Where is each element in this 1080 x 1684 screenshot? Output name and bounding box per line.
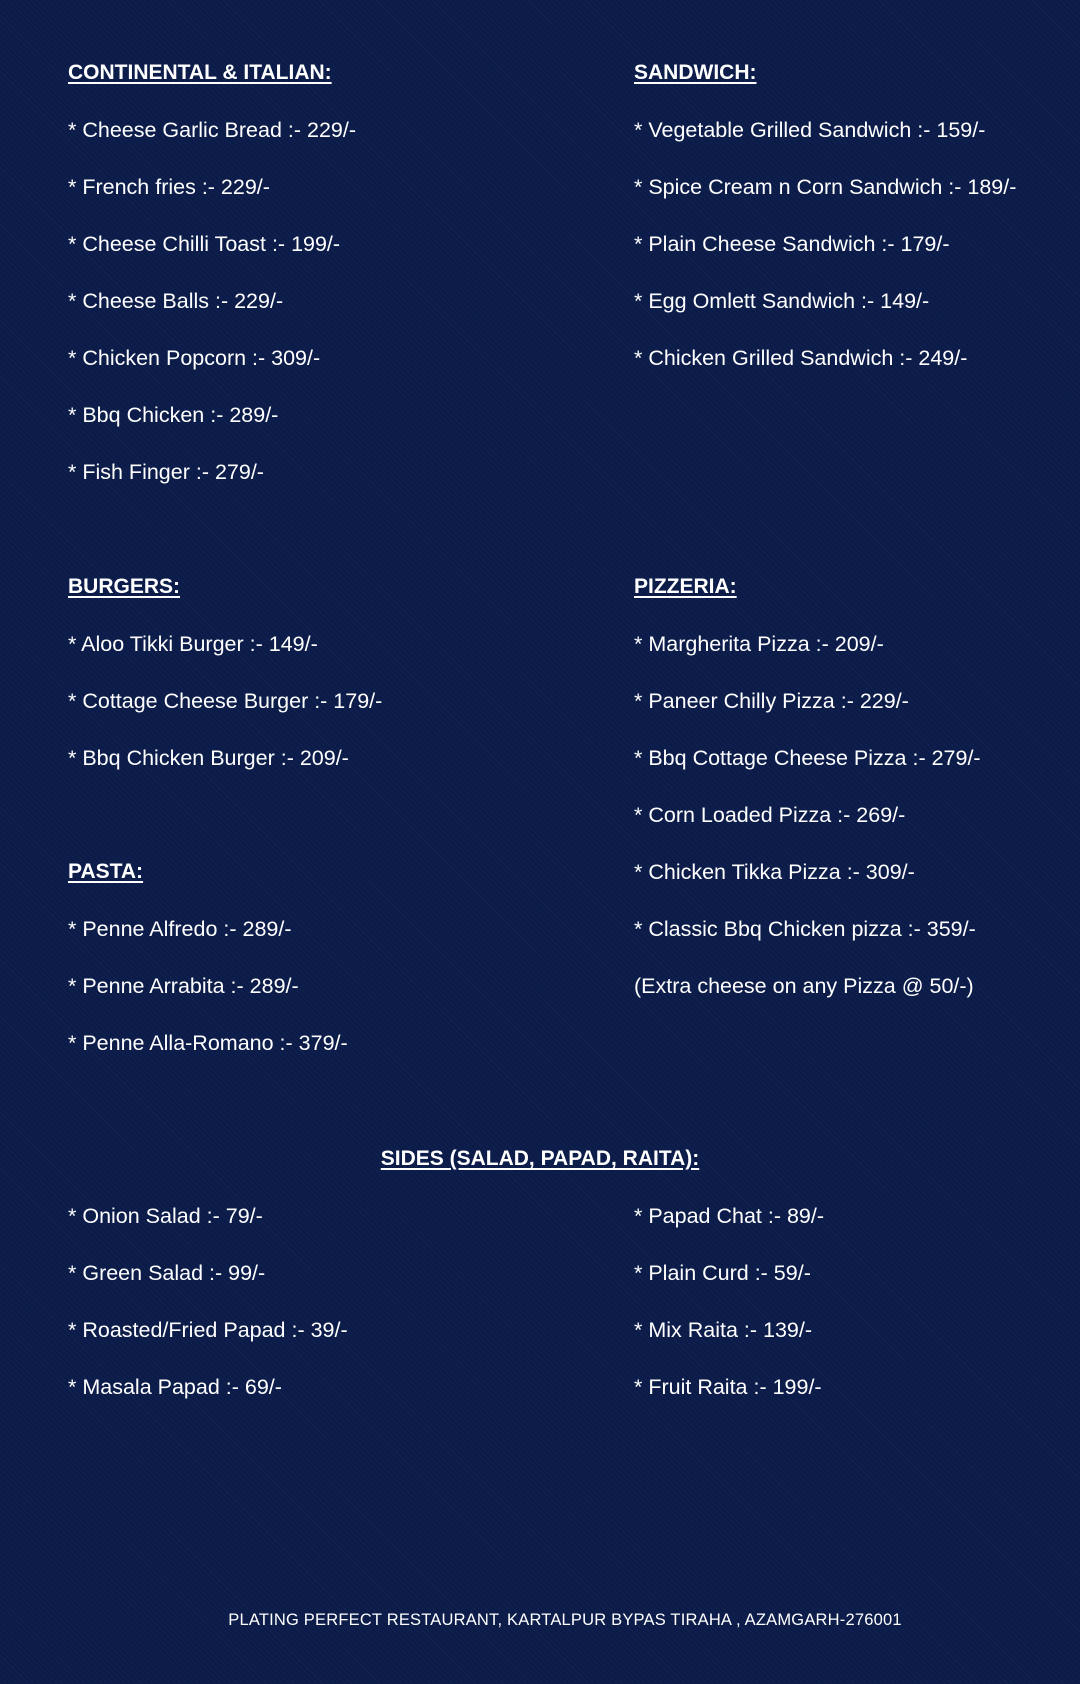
menu-item: * Chicken Popcorn :- 309/- xyxy=(68,346,321,370)
continental-heading: CONTINENTAL & ITALIAN: xyxy=(68,61,332,84)
menu-item: * Masala Papad :- 69/- xyxy=(68,1375,282,1399)
menu-item: * Mix Raita :- 139/- xyxy=(634,1318,813,1342)
extra-cheese-note: (Extra cheese on any Pizza @ 50/-) xyxy=(634,974,974,998)
menu-item: * Corn Loaded Pizza :- 269/- xyxy=(634,803,906,827)
menu-item: * Bbq Chicken :- 289/- xyxy=(68,403,279,427)
continental-section xyxy=(68,61,356,517)
menu-item: * Chicken Tikka Pizza :- 309/- xyxy=(634,860,915,884)
menu-item: * Onion Salad :- 79/- xyxy=(68,1204,263,1228)
pizzeria-section xyxy=(634,575,981,998)
sandwich-section xyxy=(634,61,1016,403)
menu-item: * Vegetable Grilled Sandwich :- 159/- xyxy=(634,118,986,142)
pizzeria-heading: PIZZERIA: xyxy=(634,575,737,598)
sandwich-list xyxy=(634,118,1016,370)
pasta-list xyxy=(68,917,348,1055)
menu-item: * Egg Omlett Sandwich :- 149/- xyxy=(634,289,930,313)
pasta-section xyxy=(68,860,348,1088)
menu-item: * Papad Chat :- 89/- xyxy=(634,1204,825,1228)
pasta-heading: PASTA: xyxy=(68,860,144,883)
menu-item: * Paneer Chilly Pizza :- 229/- xyxy=(634,689,909,713)
menu-item: * Cheese Chilli Toast :- 199/- xyxy=(68,232,341,256)
sides-right-list xyxy=(634,1204,824,1399)
menu-item: * Fruit Raita :- 199/- xyxy=(634,1375,822,1399)
menu-item: * Roasted/Fried Papad :- 39/- xyxy=(68,1318,348,1342)
burgers-heading: BURGERS: xyxy=(68,575,181,598)
menu-item: * Classic Bbq Chicken pizza :- 359/- xyxy=(634,917,976,941)
burgers-list xyxy=(68,632,382,770)
menu-item: * Bbq Chicken Burger :- 209/- xyxy=(68,746,349,770)
menu-item: * Spice Cream n Corn Sandwich :- 189/- xyxy=(634,175,1017,199)
menu-item: * Aloo Tikki Burger :- 149/- xyxy=(68,632,318,656)
menu-item: * Bbq Cottage Cheese Pizza :- 279/- xyxy=(634,746,981,770)
menu-item: * Penne Alla-Romano :- 379/- xyxy=(68,1031,348,1055)
sandwich-heading: SANDWICH: xyxy=(634,61,757,84)
sides-left-section xyxy=(68,1204,348,1432)
menu-item: * Cheese Garlic Bread :- 229/- xyxy=(68,118,356,142)
footer-address: PLATING PERFECT RESTAURANT, KARTALPUR BYPAS TIRAHA , AZAMGARH-276001 xyxy=(228,1611,902,1629)
menu-item: * Green Salad :- 99/- xyxy=(68,1261,266,1285)
menu-item: * Margherita Pizza :- 209/- xyxy=(634,632,884,656)
sides-heading: SIDES (SALAD, PAPAD, RAITA): xyxy=(380,1147,700,1170)
menu-item: * Cottage Cheese Burger :- 179/- xyxy=(68,689,383,713)
menu-item: * Penne Alfredo :- 289/- xyxy=(68,917,292,941)
menu-item: * Plain Curd :- 59/- xyxy=(634,1261,811,1285)
menu-item: * Chicken Grilled Sandwich :- 249/- xyxy=(634,346,968,370)
menu-item: * Plain Cheese Sandwich :- 179/- xyxy=(634,232,950,256)
menu-item: * Fish Finger :- 279/- xyxy=(68,460,264,484)
menu-item: * Cheese Balls :- 229/- xyxy=(68,289,284,313)
menu-item: * French fries :- 229/- xyxy=(68,175,270,199)
sides-left-list xyxy=(68,1204,348,1399)
sides-right-section xyxy=(634,1204,824,1432)
pizzeria-list xyxy=(634,632,981,941)
burgers-section xyxy=(68,575,382,803)
menu-item: * Penne Arrabita :- 289/- xyxy=(68,974,299,998)
continental-list xyxy=(68,118,356,484)
